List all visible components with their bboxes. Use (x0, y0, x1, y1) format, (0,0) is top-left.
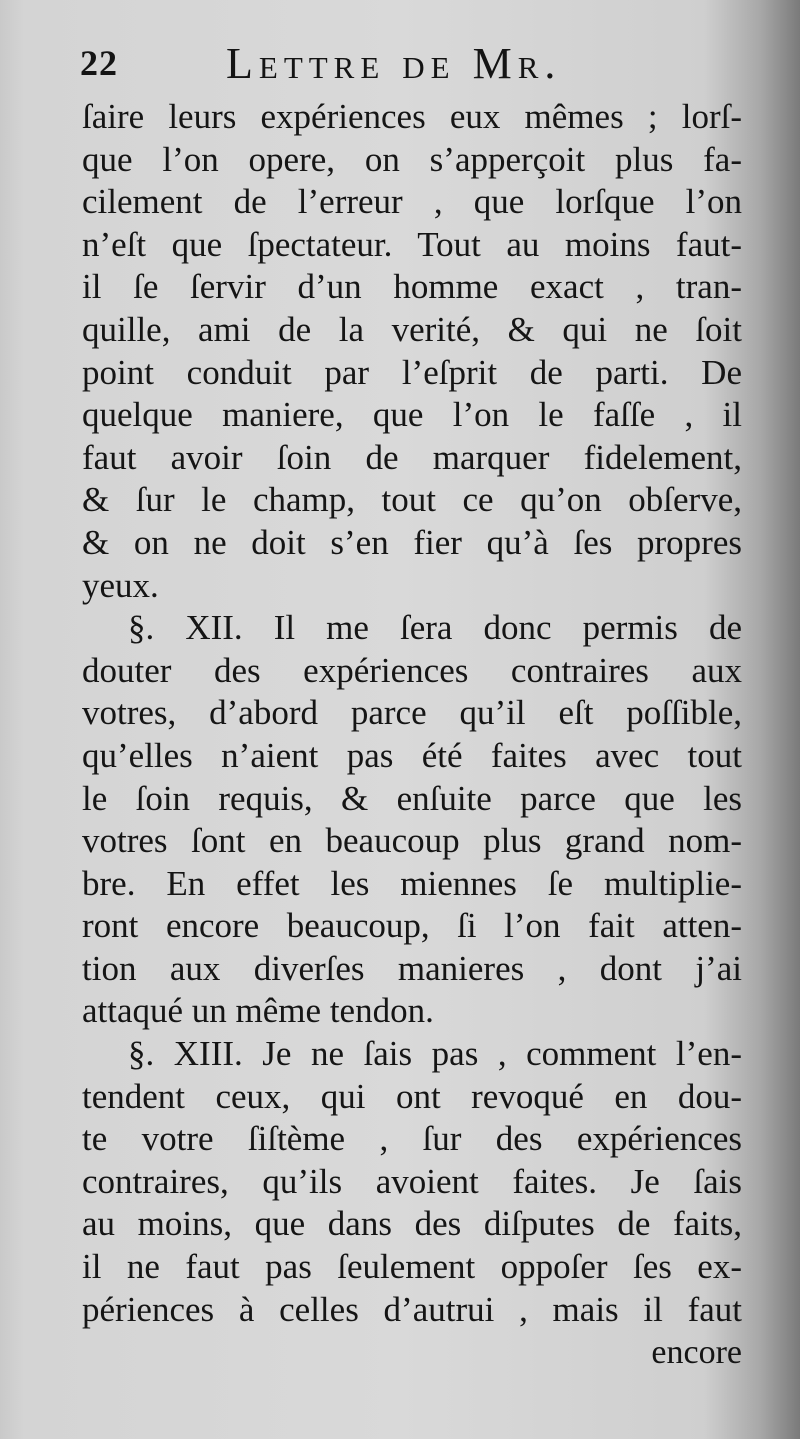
text-line: yeux. (82, 565, 159, 605)
text-line: que l’on opere, on s’apperçoit plus fa- (82, 139, 742, 179)
section-heading-line: §. XIII. Je ne ſais pas , comment l’en- (128, 1034, 742, 1074)
text-line: te votre ſiſtème , ſur des expériences (82, 1119, 742, 1159)
text-line: ſaire leurs expériences eux mêmes ; lorſ- (82, 97, 742, 136)
section-heading-line: §. XII. Il me ſera donc permis de (128, 608, 742, 648)
body-text (82, 96, 742, 1331)
text-line: ront encore beaucoup, ſi l’on fait atten- (82, 906, 742, 946)
text-line: douter des expériences contraires aux (82, 650, 742, 690)
text-line: le ſoin requis, & enſuite parce que les (82, 778, 742, 818)
text-line: & on ne doit s’en fier qu’à ſes propres (82, 522, 742, 562)
text-line: n’eſt que ſpectateur. Tout au moins faut- (82, 224, 742, 264)
text-line: tion aux diverſes manieres , dont j’ai (82, 948, 742, 988)
text-line: tendent ceux, qui ont revoqué en dou- (82, 1076, 742, 1116)
text-line: quille, ami de la verité, & qui ne ſoit (82, 309, 742, 349)
text-line: attaqué un même tendon. (82, 991, 434, 1031)
text-line: & ſur le champ, tout ce qu’on obſerve, (82, 480, 742, 520)
text-line: contraires, qu’ils avoient faites. Je ſais (82, 1161, 742, 1201)
page-number: 22 (80, 43, 118, 83)
text-line: point conduit par l’eſprit de parti. De (82, 352, 742, 392)
page-header (0, 36, 800, 96)
text-line: votres ſont en beaucoup plus grand nom- (82, 821, 742, 861)
text-line: cilement de l’erreur , que lorſque l’on (82, 182, 742, 222)
text-line: votres, d’abord parce qu’il eſt poſſible, (82, 693, 742, 733)
text-line: faut avoir ſoin de marquer fidelement, (82, 437, 742, 477)
running-title: Lettre de Mr. (226, 39, 562, 88)
text-line: il ſe ſervir d’un homme exact , tran- (82, 267, 742, 307)
catchword: encore (651, 1334, 742, 1371)
text-line: périences à celles d’autrui , mais il faut (82, 1289, 742, 1329)
text-line: bre. En effet les miennes ſe multiplie- (82, 863, 742, 903)
text-line: il ne faut pas ſeulement oppoſer ſes ex- (82, 1247, 742, 1287)
text-line: quelque maniere, que l’on le faſſe , il (82, 395, 742, 435)
text-line: au moins, que dans des diſputes de faits, (82, 1204, 742, 1244)
text-line: qu’elles n’aient pas été faites avec tout (82, 735, 742, 775)
